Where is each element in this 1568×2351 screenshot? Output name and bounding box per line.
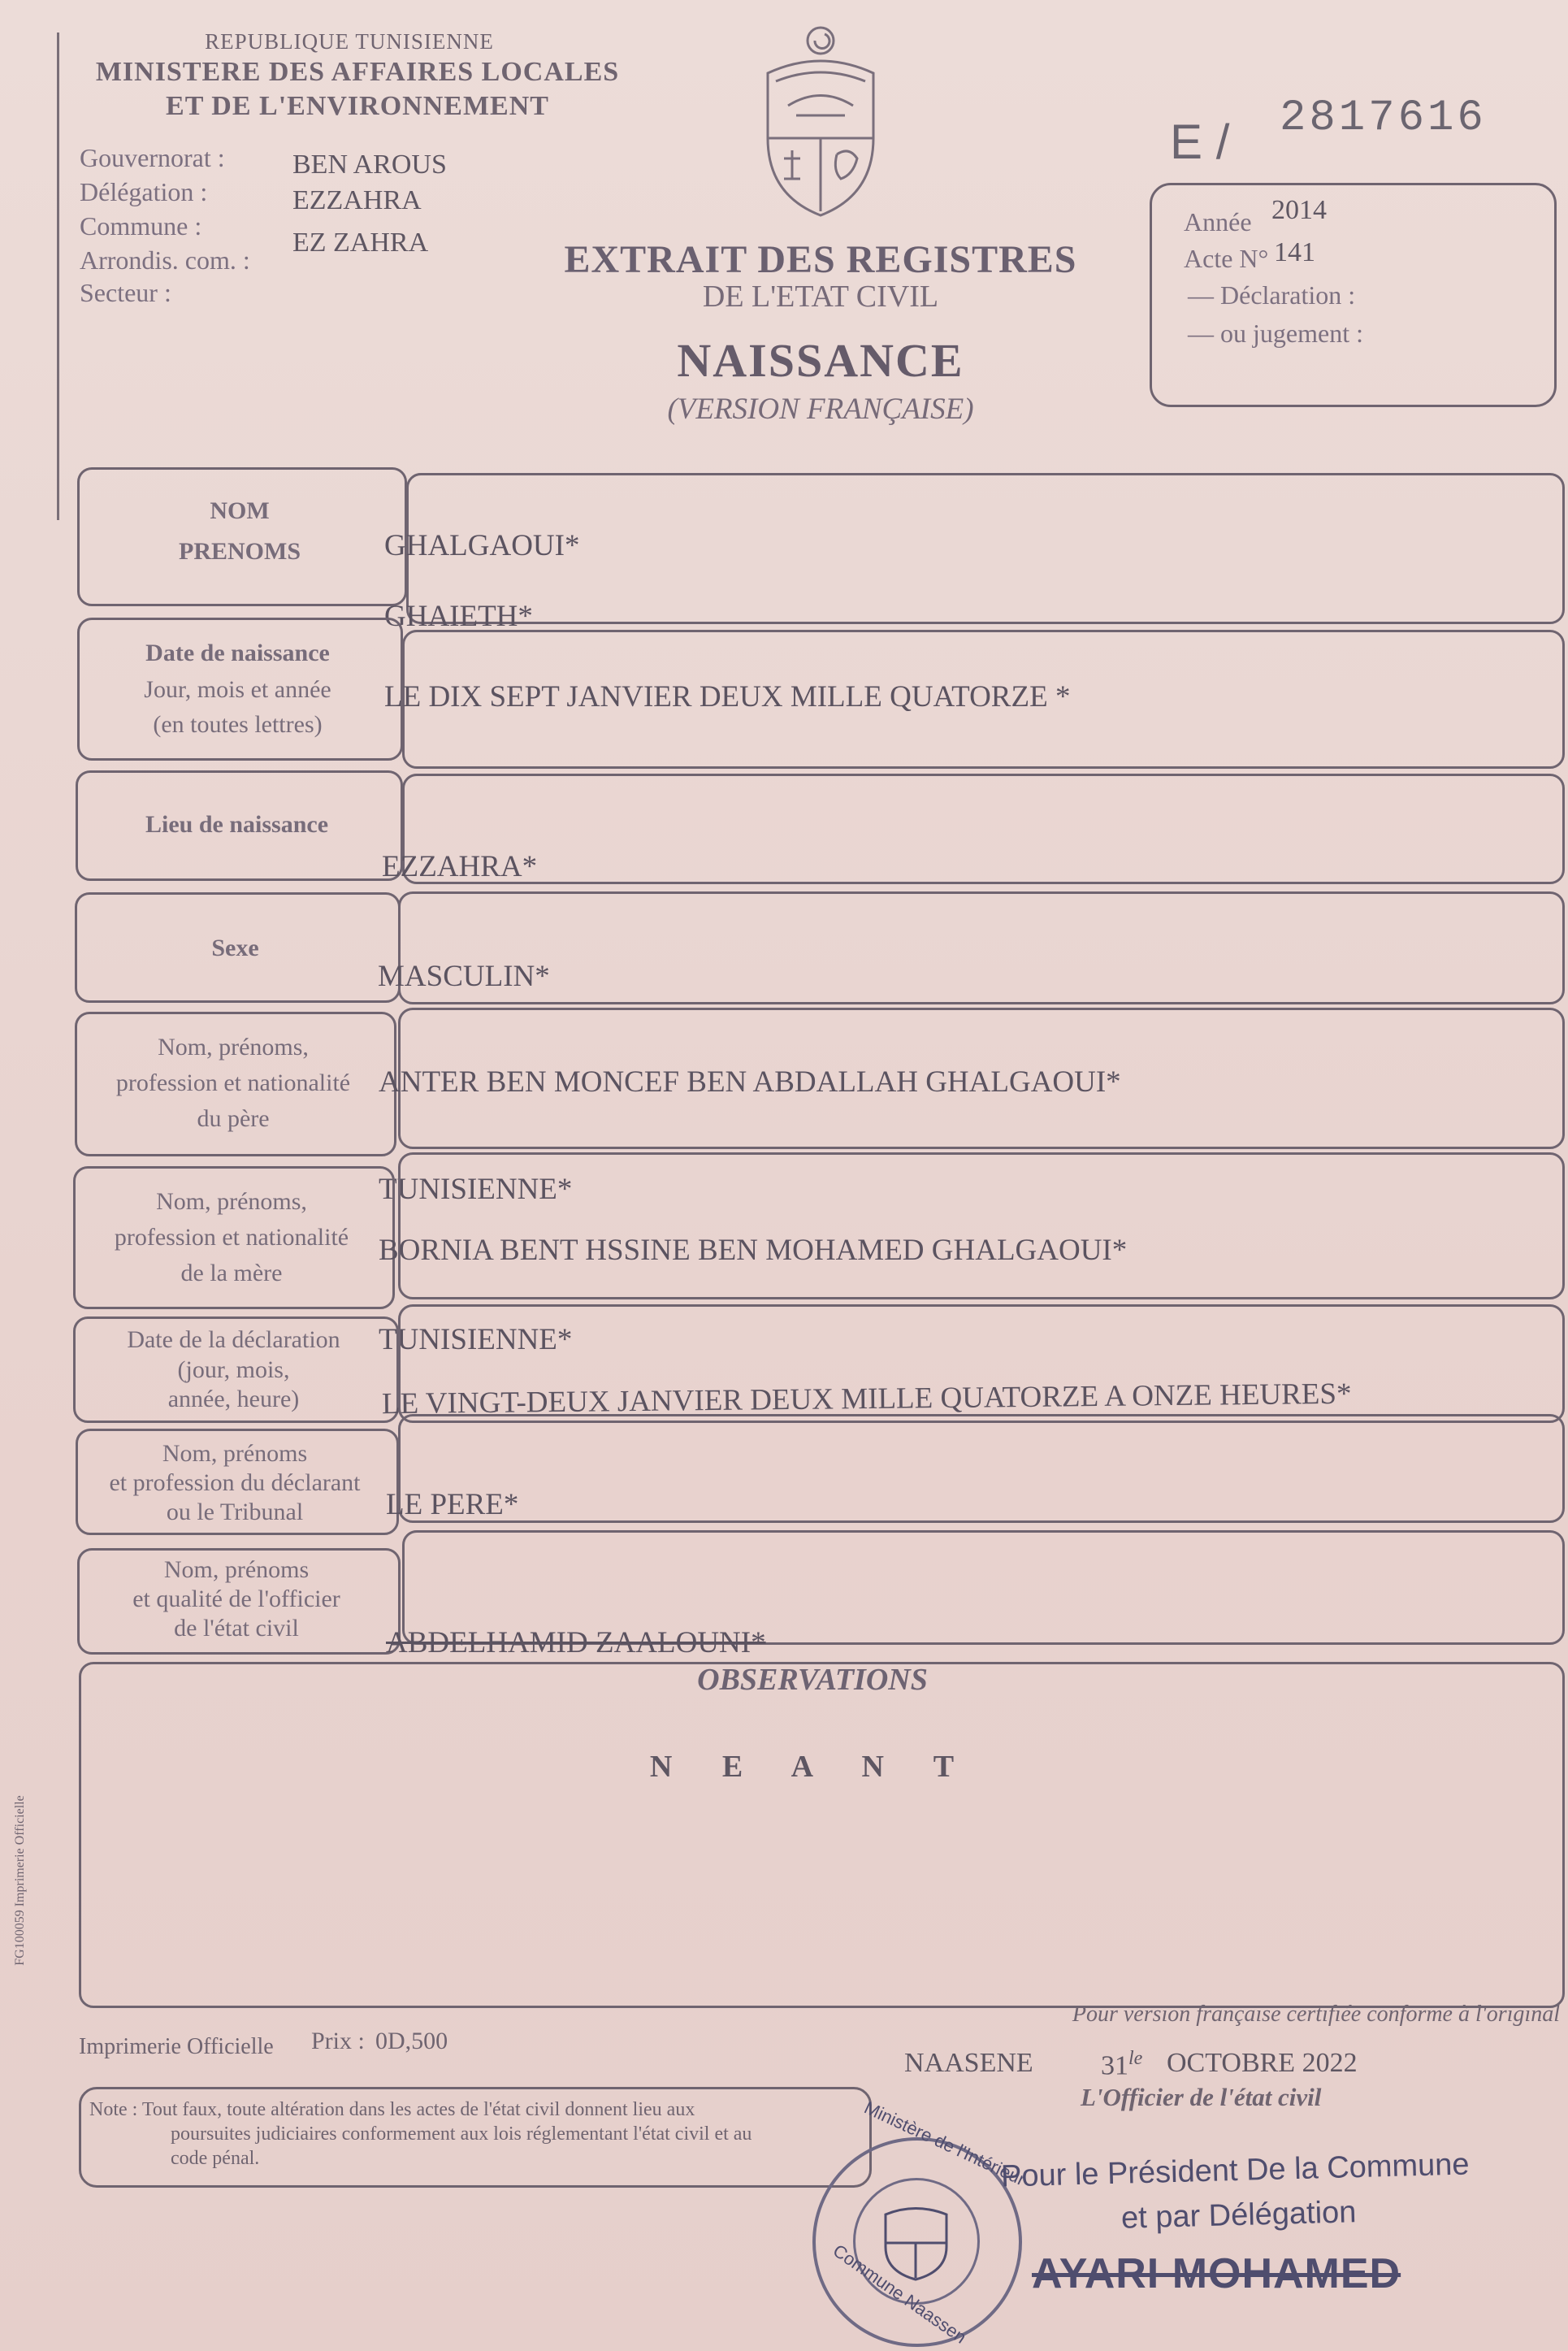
ministry-line-1: MINISTERE DES AFFAIRES LOCALES — [95, 57, 620, 87]
republic-label: REPUBLIQUE TUNISIENNE — [205, 29, 494, 54]
officier-label-3: de l'état civil — [174, 1615, 299, 1642]
pere-label-3: du père — [197, 1105, 270, 1132]
declarant-label-1: Nom, prénoms — [162, 1440, 308, 1467]
gouvernorat-label: Gouvernorat : — [80, 143, 225, 172]
declarant-label-2: et profession du déclarant — [109, 1469, 361, 1496]
doc-title-naissance: NAISSANCE — [677, 334, 964, 387]
day-value: $31^{le}$ — [1101, 2048, 1143, 2081]
certified-text: Pour version française certifiée conforme à l'original — [1072, 2002, 1560, 2027]
value-cell-mere — [398, 1152, 1565, 1299]
ministry-line-2: ET DE L'ENVIRONNEMENT — [166, 91, 549, 121]
dob-label-1: Date de naissance — [145, 640, 330, 666]
dob-value: LE DIX SEPT JANVIER DEUX MILLE QUATORZE * — [384, 680, 1071, 714]
side-code: FG100059 Imprimerie Officielle — [13, 1795, 27, 1966]
delegation-label: Délégation : — [80, 177, 208, 206]
mere-label-3: de la mère — [180, 1260, 283, 1286]
acte-value: 141 — [1274, 237, 1315, 267]
sexe-label: Sexe — [211, 935, 259, 961]
prix-value: 0D,500 — [375, 2028, 448, 2054]
doc-title-line-2: DE L'ETAT CIVIL — [702, 280, 939, 314]
left-rule — [57, 33, 59, 520]
observations-title: OBSERVATIONS — [697, 1663, 928, 1697]
signature-line-1: Pour le Président De la Commune — [1000, 2147, 1471, 2194]
jugement-label: — ou jugement : — [1188, 319, 1363, 348]
declarant-label-3: ou le Tribunal — [166, 1499, 304, 1525]
sexe-value: MASCULIN* — [378, 960, 550, 993]
pere-label-2: profession et nationalité — [115, 1069, 351, 1096]
stamp-bottom-text: Commune Naassen — [829, 2240, 971, 2348]
note-line-3: code pénal. — [171, 2148, 260, 2169]
delegation-value: EZZAHRA — [292, 185, 422, 215]
month-year-value: OCTOBRE 2022 — [1167, 2048, 1358, 2078]
value-cell-nom — [406, 473, 1565, 624]
nom-label: NOM — [210, 497, 270, 524]
mere-label-2: profession et nationalité — [114, 1224, 349, 1251]
dob-label-2: Jour, mois et année — [144, 676, 331, 703]
decl-label-3: année, heure) — [167, 1386, 300, 1412]
mere-value: BORNIA BENT HSSINE BEN MOHAMED GHALGAOUI* — [379, 1234, 1128, 1267]
officier-label-1: Nom, prénoms — [163, 1556, 310, 1583]
value-cell-declarant — [398, 1414, 1565, 1523]
doc-title-version: (VERSION FRANÇAISE) — [667, 393, 974, 426]
decl-label-1: Date de la déclaration — [127, 1326, 340, 1353]
serial-prefix: E / — [1170, 115, 1230, 169]
commune-value: EZ ZAHRA — [292, 228, 429, 258]
officier-label-2: et qualité de l'officier — [132, 1585, 340, 1612]
mere-nationalite: TUNISIENNE* — [379, 1323, 573, 1356]
dob-label-3: (en toutes lettres) — [153, 711, 323, 738]
observations-value: N E A N T — [649, 1750, 976, 1784]
decl-label-2: (jour, mois, — [177, 1356, 290, 1383]
gouvernorat-value: BEN AROUS — [292, 150, 447, 180]
mere-label-1: Nom, prénoms, — [156, 1188, 307, 1215]
observations-box — [79, 1662, 1565, 2008]
lieu-label: Lieu de naissance — [145, 811, 329, 838]
officer-title: L'Officier de l'état civil — [1081, 2083, 1322, 2111]
secteur-label: Secteur : — [80, 278, 171, 307]
arrondissement-label: Arrondis. com. : — [80, 245, 250, 275]
declaration-value: LE VINGT-DEUX JANVIER DEUX MILLE QUATORZE A ONZE HEURES* — [381, 1377, 1352, 1421]
stamp-emblem-icon — [877, 2198, 955, 2284]
place-value: NAASENE — [904, 2048, 1033, 2078]
prenoms-value: GHAIETH* — [384, 600, 533, 633]
serial-number: 2817616 — [1280, 93, 1487, 143]
nom-value: GHALGAOUI* — [384, 529, 580, 562]
doc-title-line-1: EXTRAIT DES REGISTRES — [564, 238, 1077, 281]
pere-nationalite: TUNISIENNE* — [379, 1173, 573, 1206]
value-cell-sexe — [398, 891, 1565, 1004]
prix-label: Prix : — [311, 2028, 365, 2054]
note-line-2: poursuites judiciaires conformement aux lois réglementant l'état civil et au — [171, 2123, 752, 2145]
declarant-value: LE PERE* — [386, 1488, 519, 1521]
acte-label: Acte N° — [1184, 244, 1269, 273]
prenoms-label: PRENOMS — [179, 538, 301, 565]
lieu-value: EZZAHRA* — [382, 850, 538, 883]
imprimerie-label: Imprimerie Officielle — [79, 2034, 274, 2059]
note-line-1: Note : Tout faux, toute altération dans les actes de l'état civil donnent lieu aux — [89, 2099, 695, 2120]
commune-label: Commune : — [80, 211, 202, 241]
coat-of-arms-icon — [752, 16, 890, 228]
annee-label: Année — [1184, 207, 1252, 236]
signature-name: AYARI MOHAMED — [1032, 2250, 1401, 2297]
stamp-top-text: Ministère de l'Intérieur — [861, 2097, 1029, 2190]
pere-label-1: Nom, prénoms, — [158, 1034, 309, 1061]
annee-value: 2014 — [1271, 195, 1327, 225]
pere-value: ANTER BEN MONCEF BEN ABDALLAH GHALGAOUI* — [379, 1065, 1121, 1099]
signature-line-2: et par Délégation — [1120, 2195, 1357, 2236]
declaration-label: — Déclaration : — [1188, 280, 1356, 310]
value-cell-lieu — [402, 774, 1565, 884]
officier-value: ABDELHAMID ZAALOUNI* — [386, 1626, 766, 1659]
